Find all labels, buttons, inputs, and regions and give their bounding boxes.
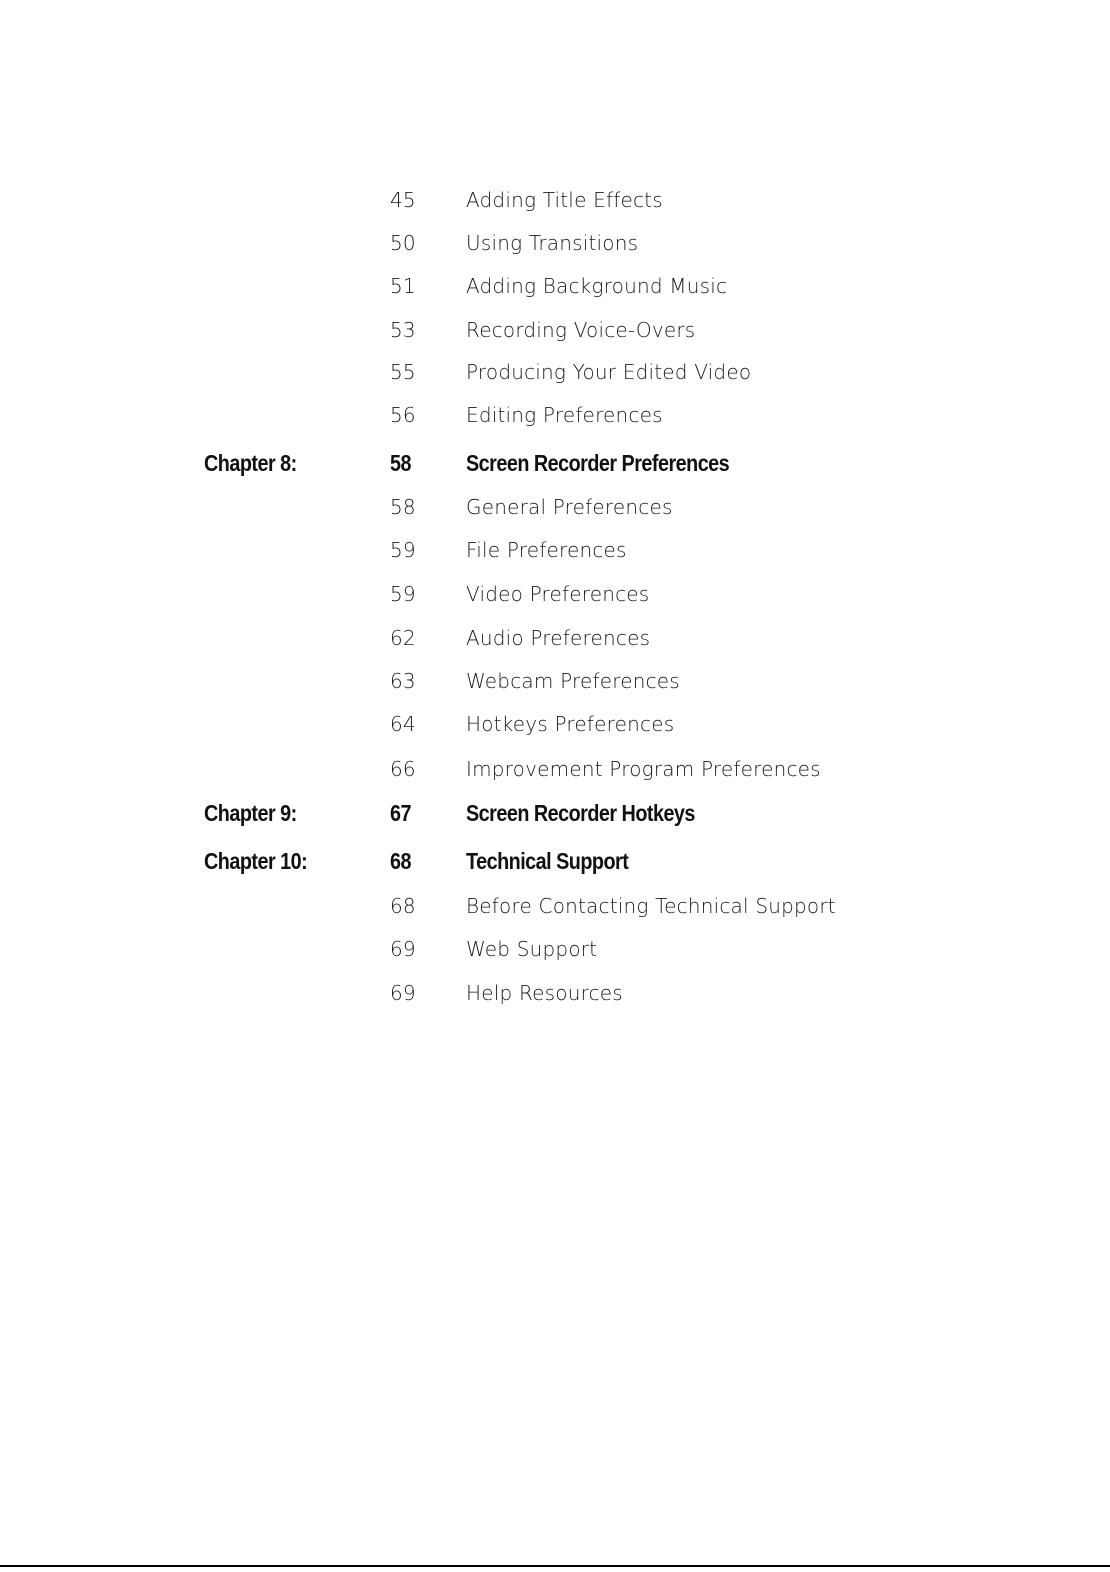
toc-entry-title: Editing Preferences (466, 403, 663, 427)
chapter-title: Technical Support (466, 848, 629, 874)
toc-page-number: 69 (390, 937, 416, 961)
toc-entry-title: Producing Your Edited Video (466, 360, 752, 384)
toc-entry (0, 352, 1110, 392)
chapter-heading-row (0, 443, 1110, 483)
toc-entry (0, 661, 1110, 701)
chapter-heading-row (0, 841, 1110, 881)
toc-page-number: 58 (390, 450, 411, 476)
toc-entry (0, 618, 1110, 658)
toc-entry-title: Help Resources (466, 981, 623, 1005)
toc-page-number: 56 (390, 403, 416, 427)
toc-page-number: 53 (390, 318, 416, 342)
toc-entry-title: Web Support (466, 937, 598, 961)
toc-page-number: 62 (390, 626, 416, 650)
toc-entry (0, 704, 1110, 744)
toc-entry-title: Audio Preferences (466, 626, 651, 650)
chapter-label: Chapter 10: (204, 848, 308, 874)
toc-entry-title: Using Transitions (466, 231, 639, 255)
toc-page-number: 45 (390, 188, 416, 212)
toc-entry (0, 266, 1110, 306)
chapter-heading-row (0, 793, 1110, 833)
toc-entry (0, 223, 1110, 263)
toc-entry (0, 886, 1110, 926)
toc-page-number: 66 (390, 757, 416, 781)
toc-entry (0, 180, 1110, 220)
toc-entry-title: Recording Voice-Overs (466, 318, 696, 342)
toc-entry (0, 749, 1110, 789)
toc-entry (0, 530, 1110, 570)
toc-page-number: 51 (390, 274, 416, 298)
toc-page-number: 68 (390, 848, 411, 874)
toc-page-number: 63 (390, 669, 416, 693)
chapter-label: Chapter 8: (204, 450, 297, 476)
toc-page-number: 55 (390, 360, 416, 384)
toc-entry-title: Before Contacting Technical Support (466, 894, 836, 918)
toc-page-number: 59 (390, 582, 416, 606)
toc-entry (0, 973, 1110, 1013)
toc-entry (0, 395, 1110, 435)
toc-entry-title: Hotkeys Preferences (466, 712, 675, 736)
toc-entry-title: Improvement Program Preferences (466, 757, 821, 781)
chapter-title: Screen Recorder Hotkeys (466, 800, 695, 826)
toc-page-number: 59 (390, 538, 416, 562)
toc-entry (0, 487, 1110, 527)
toc-entry (0, 929, 1110, 969)
toc-entry-title: Video Preferences (466, 582, 650, 606)
toc-page-number: 68 (390, 894, 416, 918)
toc-page-number: 64 (390, 712, 416, 736)
toc-entry (0, 574, 1110, 614)
page-bottom-rule (0, 1565, 1110, 1567)
chapter-title: Screen Recorder Preferences (466, 450, 730, 476)
toc-page-number: 58 (390, 495, 416, 519)
toc-entry (0, 310, 1110, 350)
toc-entry-title: File Preferences (466, 538, 627, 562)
toc-entry-title: General Preferences (466, 495, 673, 519)
toc-entry-title: Webcam Preferences (466, 669, 680, 693)
toc-page-number: 50 (390, 231, 416, 255)
toc-page-number: 69 (390, 981, 416, 1005)
toc-page-number: 67 (390, 800, 411, 826)
toc-entry-title: Adding Background Music (466, 274, 728, 298)
toc-entry-title: Adding Title Effects (466, 188, 663, 212)
chapter-label: Chapter 9: (204, 800, 297, 826)
